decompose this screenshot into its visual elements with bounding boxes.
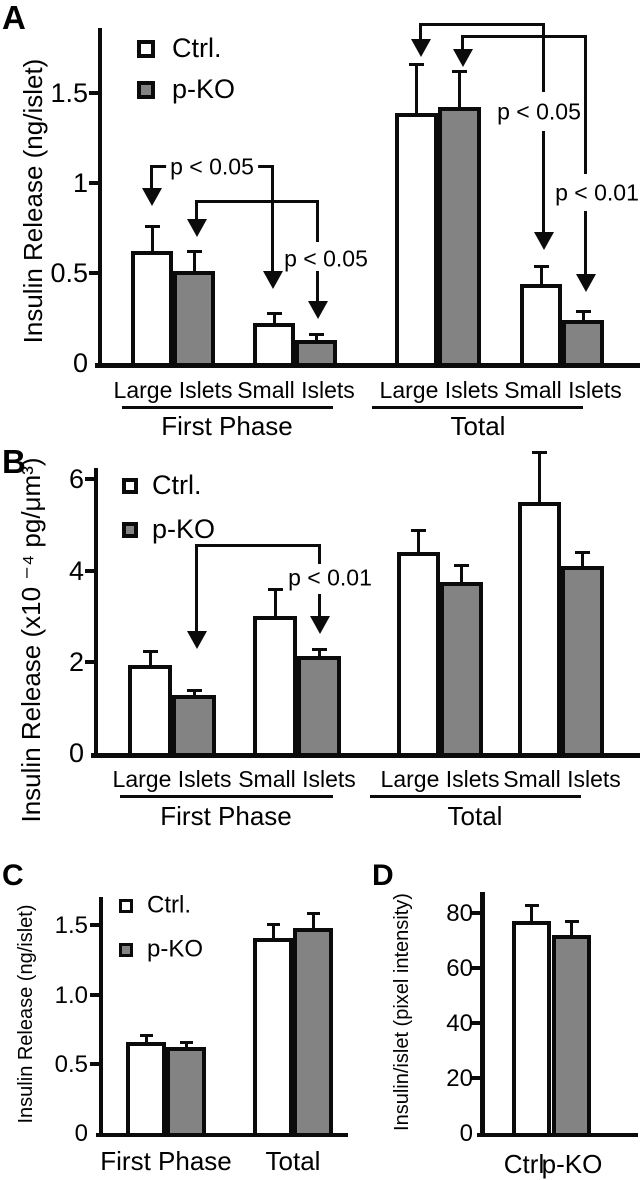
b-legend-swatch-0 — [122, 478, 138, 494]
c-error-bar-cap — [180, 1041, 193, 1044]
d-y-tick-label: 80 — [446, 900, 473, 927]
a-sig-arrow-icon — [576, 274, 596, 292]
a-y-tick-label: 1 — [72, 168, 88, 198]
a-sig-label-0: p < 0.05 — [166, 156, 258, 179]
b-y-tick-label: 0 — [68, 738, 84, 768]
b-bar-pko-3 — [561, 566, 604, 758]
a-error-bar-cap — [309, 333, 324, 336]
b-sig-line — [195, 544, 198, 631]
a-section-underline — [122, 406, 333, 409]
a-sig-label-2: p < 0.05 — [493, 101, 585, 124]
a-bar-ctrl-2 — [395, 113, 438, 368]
c-group-label-0: First Phase — [100, 1146, 232, 1176]
a-error-bar — [193, 251, 196, 273]
c-y-tick-label: 0 — [74, 1120, 88, 1147]
a-y-tick — [89, 91, 98, 95]
a-section-label-1: Total — [450, 411, 506, 441]
b-error-bar-cap — [411, 529, 426, 532]
b-section-underline — [370, 795, 581, 798]
b-group-label-0: Large Islets — [112, 766, 232, 792]
a-sig-line — [316, 200, 319, 242]
a-sig-line — [271, 165, 274, 271]
a-sig-line — [419, 23, 545, 26]
b-bar-pko-1 — [297, 656, 341, 758]
d-error-bar-cap — [525, 904, 539, 907]
b-section-underline — [120, 795, 333, 798]
a-sig-line — [419, 23, 422, 40]
c-y-tick-label: 1.5 — [54, 912, 88, 939]
a-y-tick-label: 0.5 — [50, 258, 88, 288]
b-x-axis — [91, 753, 640, 758]
b-error-bar-cap — [454, 564, 469, 567]
a-sig-label-3: p < 0.01 — [551, 182, 643, 205]
c-bar-ctrl-1 — [253, 938, 293, 1137]
a-error-bar-cap — [145, 225, 160, 228]
a-bar-pko-2 — [438, 107, 481, 368]
d-error-bar-cap — [565, 920, 579, 923]
a-legend-swatch-0 — [137, 40, 155, 58]
a-sig-line — [461, 35, 464, 50]
c-error-bar-cap — [140, 1034, 153, 1037]
b-y-axis — [94, 468, 98, 758]
b-group-label-3: Small Islets — [503, 766, 621, 792]
b-error-bar-cap — [268, 588, 283, 591]
a-y-tick — [89, 181, 98, 185]
a-bar-ctrl-0 — [131, 251, 173, 368]
c-legend-swatch-0 — [119, 899, 133, 913]
c-y-axis-title: Insulin Release (ng/islet) — [15, 904, 37, 1124]
c-y-tick-label: 0.5 — [54, 1051, 88, 1078]
b-y-tick — [85, 660, 94, 664]
a-sig-arrow-icon — [411, 39, 431, 57]
a-sig-line — [461, 35, 587, 38]
a-sig-line — [542, 131, 545, 232]
a-sig-line — [195, 200, 319, 203]
a-error-bar-cap — [576, 310, 591, 313]
d-y-tick-label: 20 — [446, 1065, 473, 1092]
c-legend-label-1: p-KO — [147, 935, 204, 963]
a-group-label-2: Large Islets — [379, 377, 499, 403]
a-sig-line — [316, 271, 319, 301]
c-y-tick-label: 1.0 — [54, 982, 88, 1009]
b-legend-swatch-1 — [122, 522, 138, 538]
a-legend-label-1: p-KO — [172, 73, 236, 104]
b-sig-label-0: p < 0.01 — [284, 567, 376, 590]
b-bar-ctrl-0 — [128, 665, 172, 758]
a-section-underline — [372, 406, 583, 409]
panel-letter-d: D — [372, 859, 395, 892]
a-error-bar — [151, 226, 154, 253]
b-y-tick-label: 6 — [68, 464, 84, 494]
b-error-bar — [417, 530, 420, 554]
c-bar-ctrl-0 — [126, 1042, 166, 1137]
a-error-bar-cap — [452, 70, 467, 73]
a-y-tick-label: 1.5 — [50, 78, 88, 108]
b-y-tick — [85, 477, 94, 481]
b-legend-label-1: p-KO — [152, 513, 216, 544]
a-section-label-0: First Phase — [161, 411, 293, 441]
a-sig-arrow-icon — [187, 219, 207, 237]
d-x-axis — [477, 1133, 638, 1137]
b-bar-pko-2 — [440, 582, 483, 758]
a-sig-line — [542, 23, 545, 92]
d-group-label-0: Ctrl — [503, 1149, 545, 1179]
panel-letter-c: C — [2, 859, 25, 892]
a-group-label-3: Small Islets — [504, 377, 622, 403]
panel-letter-b: B — [2, 443, 27, 480]
a-bar-pko-0 — [173, 271, 215, 368]
b-section-label-1: Total — [447, 801, 503, 831]
a-legend-swatch-1 — [137, 81, 155, 99]
b-y-axis-title: Insulin Release (x10 ⁻⁴ pg/μm³) — [16, 457, 46, 823]
a-error-bar-cap — [409, 63, 424, 66]
c-y-tick — [90, 923, 99, 927]
a-error-bar — [458, 71, 461, 109]
b-y-tick-label: 2 — [68, 647, 84, 677]
b-section-label-0: First Phase — [160, 801, 292, 831]
a-group-label-1: Small Islets — [237, 377, 355, 403]
c-y-tick — [90, 993, 99, 997]
a-x-axis — [95, 363, 640, 368]
b-sig-arrow-icon — [187, 631, 207, 649]
b-sig-arrow-icon — [310, 616, 330, 634]
panel-letter-a: A — [2, 0, 27, 36]
a-error-bar — [540, 266, 543, 286]
b-bar-ctrl-1 — [253, 616, 297, 758]
b-sig-line — [195, 544, 321, 547]
b-group-label-2: Large Islets — [380, 766, 500, 792]
a-sig-line — [195, 200, 198, 220]
c-bar-pko-1 — [293, 928, 333, 1137]
b-sig-line — [318, 544, 321, 564]
b-legend-label-0: Ctrl. — [152, 469, 202, 500]
a-sig-arrow-icon — [534, 232, 554, 250]
d-bar-pko-1 — [552, 935, 591, 1137]
c-error-bar-cap — [267, 923, 280, 926]
a-y-tick-label: 0 — [72, 348, 88, 378]
d-y-tick-label: 60 — [446, 955, 473, 982]
b-group-label-1: Small Islets — [238, 766, 356, 792]
a-bar-ctrl-1 — [253, 323, 295, 368]
b-bar-ctrl-3 — [518, 502, 561, 758]
b-sig-line — [318, 594, 321, 616]
c-error-bar-cap — [307, 912, 320, 915]
b-bar-pko-0 — [172, 695, 216, 758]
a-bar-pko-3 — [562, 320, 604, 368]
a-y-axis — [98, 28, 102, 368]
a-group-label-0: Large Islets — [113, 377, 233, 403]
a-error-bar — [415, 64, 418, 115]
b-bar-ctrl-2 — [397, 552, 440, 758]
b-y-tick — [85, 569, 94, 573]
d-y-tick-label: 40 — [446, 1010, 473, 1037]
c-y-tick — [90, 1062, 99, 1066]
b-error-bar — [538, 452, 541, 504]
c-legend-label-0: Ctrl. — [147, 891, 191, 919]
a-error-bar-cap — [187, 250, 202, 253]
a-legend-label-0: Ctrl. — [172, 32, 222, 63]
b-error-bar-cap — [532, 451, 547, 454]
b-error-bar — [274, 589, 277, 618]
a-sig-arrow-icon — [453, 49, 473, 67]
b-y-tick-label: 4 — [68, 556, 84, 586]
c-legend-swatch-1 — [119, 943, 133, 957]
b-error-bar-cap — [187, 689, 202, 692]
a-sig-arrow-icon — [308, 301, 328, 319]
a-sig-arrow-icon — [142, 188, 162, 206]
d-y-tick-label: 0 — [459, 1120, 473, 1147]
c-x-axis — [96, 1133, 348, 1137]
a-sig-arrow-icon — [263, 271, 283, 289]
d-y-axis — [480, 892, 485, 1137]
d-bar-ctrl-0 — [512, 921, 551, 1137]
a-error-bar-cap — [534, 265, 549, 268]
a-sig-label-1: p < 0.05 — [280, 248, 372, 271]
b-error-bar-cap — [143, 650, 158, 653]
a-sig-line — [584, 211, 587, 274]
c-bar-pko-0 — [166, 1047, 206, 1137]
a-y-tick — [89, 271, 98, 275]
b-error-bar-cap — [575, 551, 590, 554]
c-y-axis — [99, 897, 103, 1137]
a-bar-ctrl-3 — [520, 284, 562, 368]
c-group-label-1: Total — [265, 1146, 321, 1176]
d-y-axis-title: Insulin/islet (pixel intensity) — [391, 893, 413, 1131]
a-sig-line — [584, 35, 587, 174]
b-error-bar-cap — [312, 648, 327, 651]
d-group-label-1: p-KO — [541, 1149, 603, 1179]
a-y-axis-title: Insulin Release (ng/islet) — [18, 58, 48, 344]
a-error-bar-cap — [267, 312, 282, 315]
